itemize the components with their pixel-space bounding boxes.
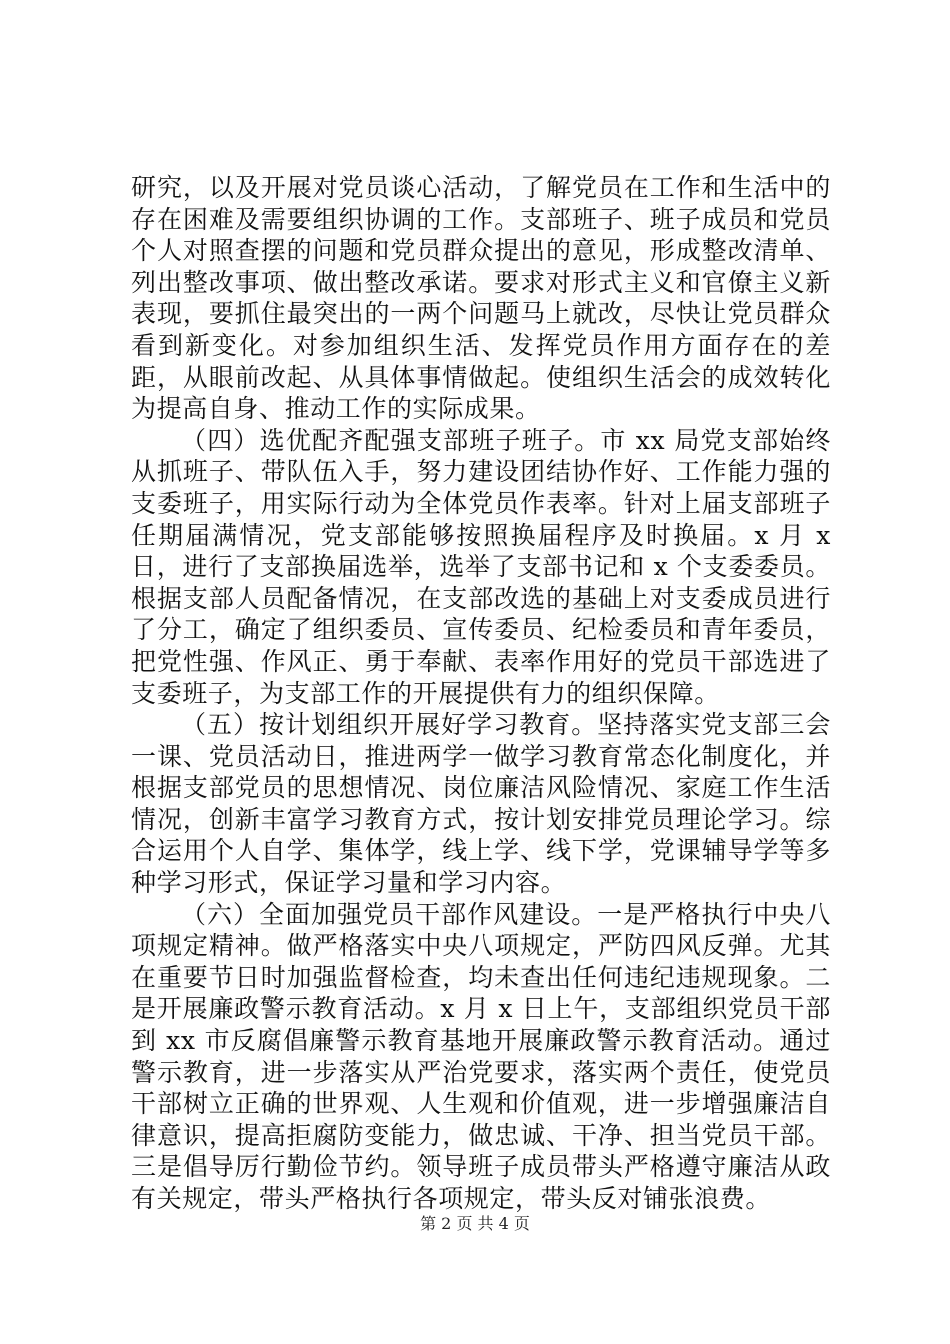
paragraph-4: （六）全面加强党员干部作风建设。一是严格执行中央八项规定精神。做严格落实中央八项规定，严防四风反弹。尤其在重要节日时加强监督检查，均未查出任何违纪违规现象。二是开展廉政警示教育活动。x 月 x 日上午，支部组织党员干部到 xx 市反腐倡廉警示教育基地开展廉政警示教育活动。通过警示教育，进一步落实从严治党要求，落实两个责任，使党员干部树立正确的世界观、人生观和价值观，进一步增强廉洁自律意识，提高拒腐防变能力，做忠诚、干净、担当党员干部。三是倡导厉行勤俭节约。领导班子成员带头严格遵守廉洁从政有关规定，带头严格执行各项规定，带头反对铺张浪费。 — [131, 899, 831, 1213]
paragraph-2: （四）选优配齐配强支部班子班子。市 xx 局党支部始终从抓班子、带队伍入手，努力建设团结协作好、工作能力强的支委班子，用实际行动为全体党员作表率。针对上届支部班子任期届满情况，党支部能够按照换届程序及时换届。x 月 x 日，进行了支部换届选举，选举了支部书记和 x 个支委委员。根据支部人员配备情况，在支部改选的基础上对支委成员进行了分工，确定了组织委员、宣传委员、纪检委员和青年委员，把党性强、作风正、勇于奉献、表率作用好的党员干部选进了支委班子，为支部工作的开展提供有力的组织保障。 — [131, 425, 831, 708]
document-body — [131, 172, 831, 1215]
page-footer — [0, 1214, 950, 1234]
page-number: 第 2 页 共 4 页 — [420, 1214, 530, 1233]
paragraph-3: （五）按计划组织开展好学习教育。坚持落实党支部三会一课、党员活动日，推进两学一做学习教育常态化制度化，并根据支部党员的思想情况、岗位廉洁风险情况、家庭工作生活情况，创新丰富学习教育方式，按计划安排党员理论学习。综合运用个人自学、集体学，线上学、线下学，党课辅导学等多种学习形式，保证学习量和学习内容。 — [131, 710, 831, 898]
paragraph-1: 研究，以及开展对党员谈心活动，了解党员在工作和生活中的存在困难及需要组织协调的工作。支部班子、班子成员和党员个人对照查摆的问题和党员群众提出的意见，形成整改清单、列出整改事项、做出整改承诺。要求对形式主义和官僚主义新表现，要抓住最突出的一两个问题马上就改，尽快让党员群众看到新变化。对参加组织生活、发挥党员作用方面存在的差距，从眼前改起、从具体事情做起。使组织生活会的成效转化为提高自身、推动工作的实际成果。 — [131, 173, 831, 424]
